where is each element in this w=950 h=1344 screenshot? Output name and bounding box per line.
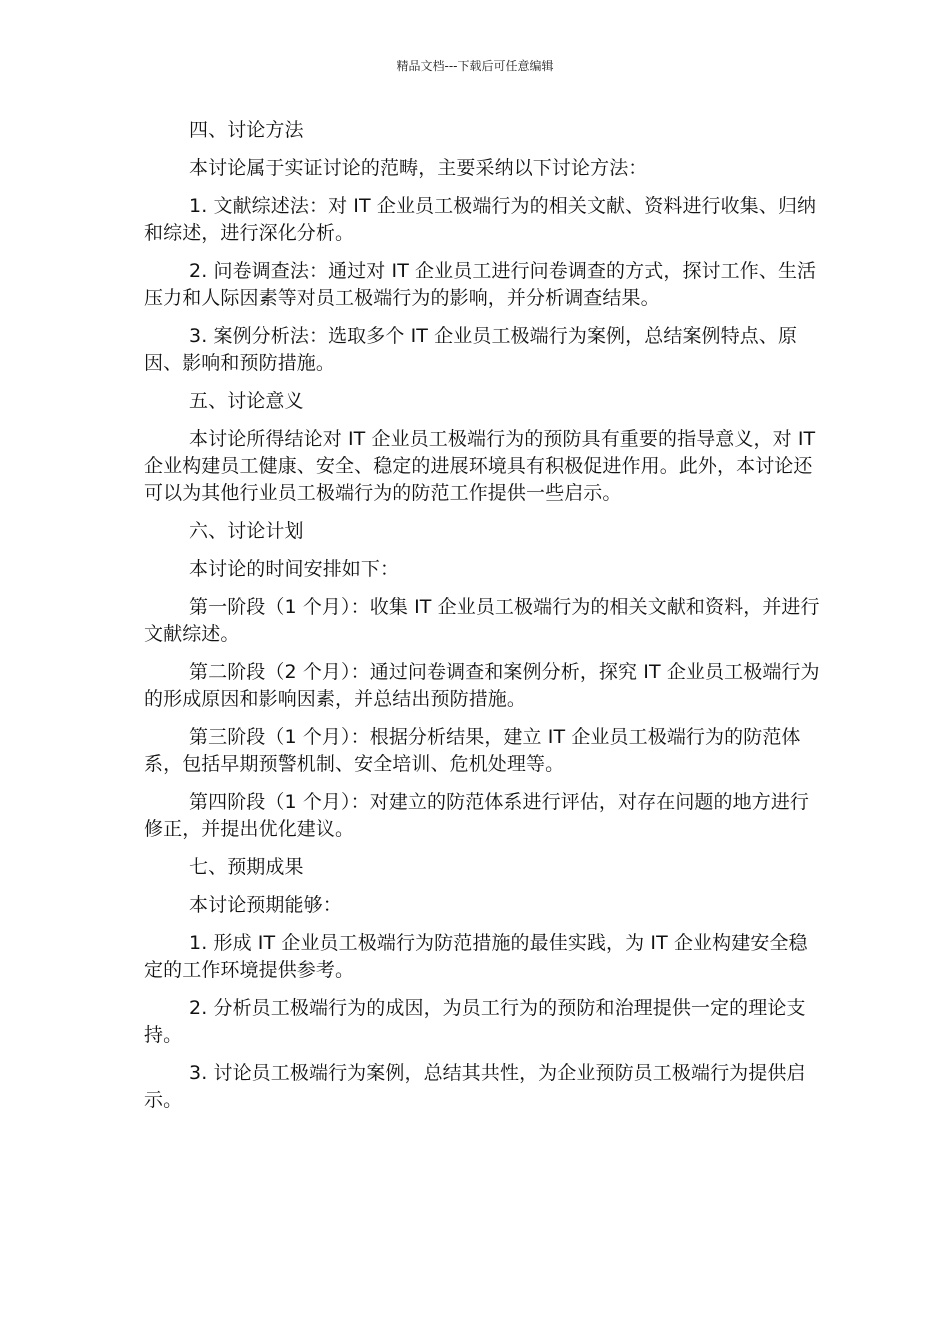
list-item: 2. 分析员工极端行为的成因，为员工行为的预防和治理提供一定的理论支持。: [144, 997, 806, 1046]
page-header: 精品文档---下载后可任意编辑: [396, 59, 554, 73]
section-heading: 四、讨论方法: [189, 119, 304, 141]
section-heading: 五、讨论意义: [189, 390, 304, 412]
paragraph: 本讨论预期能够：: [189, 894, 342, 916]
list-item: 第二阶段（2 个月）：通过问卷调查和案例分析，探究 IT 企业员工极端行为的形成原因和影响因素，并总结出预防措施。: [144, 661, 820, 710]
paragraph: 本讨论属于实证讨论的范畴，主要采纳以下讨论方法：: [189, 157, 648, 179]
paragraph: 本讨论所得结论对 IT 企业员工极端行为的预防具有重要的指导意义，对 IT 企业构建员工健康、安全、稳定的进展环境具有积极促进作用。此外，本讨论还可以为其他行业员工极端行为的防范工作提供一些启示。: [144, 428, 816, 504]
list-item: 第四阶段（1 个月）：对建立的防范体系进行评估，对存在问题的地方进行修正，并提出优化建议。: [144, 791, 810, 840]
paragraph: 本讨论的时间安排如下：: [189, 558, 400, 580]
list-item: 第一阶段（1 个月）：收集 IT 企业员工极端行为的相关文献和资料，并进行文献综述。: [144, 596, 820, 645]
section-heading: 六、讨论计划: [189, 520, 304, 542]
list-item: 1. 形成 IT 企业员工极端行为防范措施的最佳实践，为 IT 企业构建安全稳定的工作环境提供参考。: [144, 932, 808, 981]
list-item: 1. 文献综述法：对 IT 企业员工极端行为的相关文献、资料进行收集、归纳和综述，进行深化分析。: [144, 195, 817, 244]
list-item: 2. 问卷调查法：通过对 IT 企业员工进行问卷调查的方式，探讨工作、生活压力和人际因素等对员工极端行为的影响，并分析调查结果。: [144, 260, 817, 309]
document-body: [144, 117, 820, 1125]
list-item: 3. 讨论员工极端行为案例，总结其共性，为企业预防员工极端行为提供启示。: [144, 1062, 806, 1111]
section-heading: 七、预期成果: [189, 856, 304, 878]
list-item: 3. 案例分析法：选取多个 IT 企业员工极端行为案例，总结案例特点、原因、影响和预防措施。: [144, 325, 798, 374]
list-item: 第三阶段（1 个月）：根据分析结果，建立 IT 企业员工极端行为的防范体系，包括早期预警机制、安全培训、危机处理等。: [144, 726, 801, 775]
